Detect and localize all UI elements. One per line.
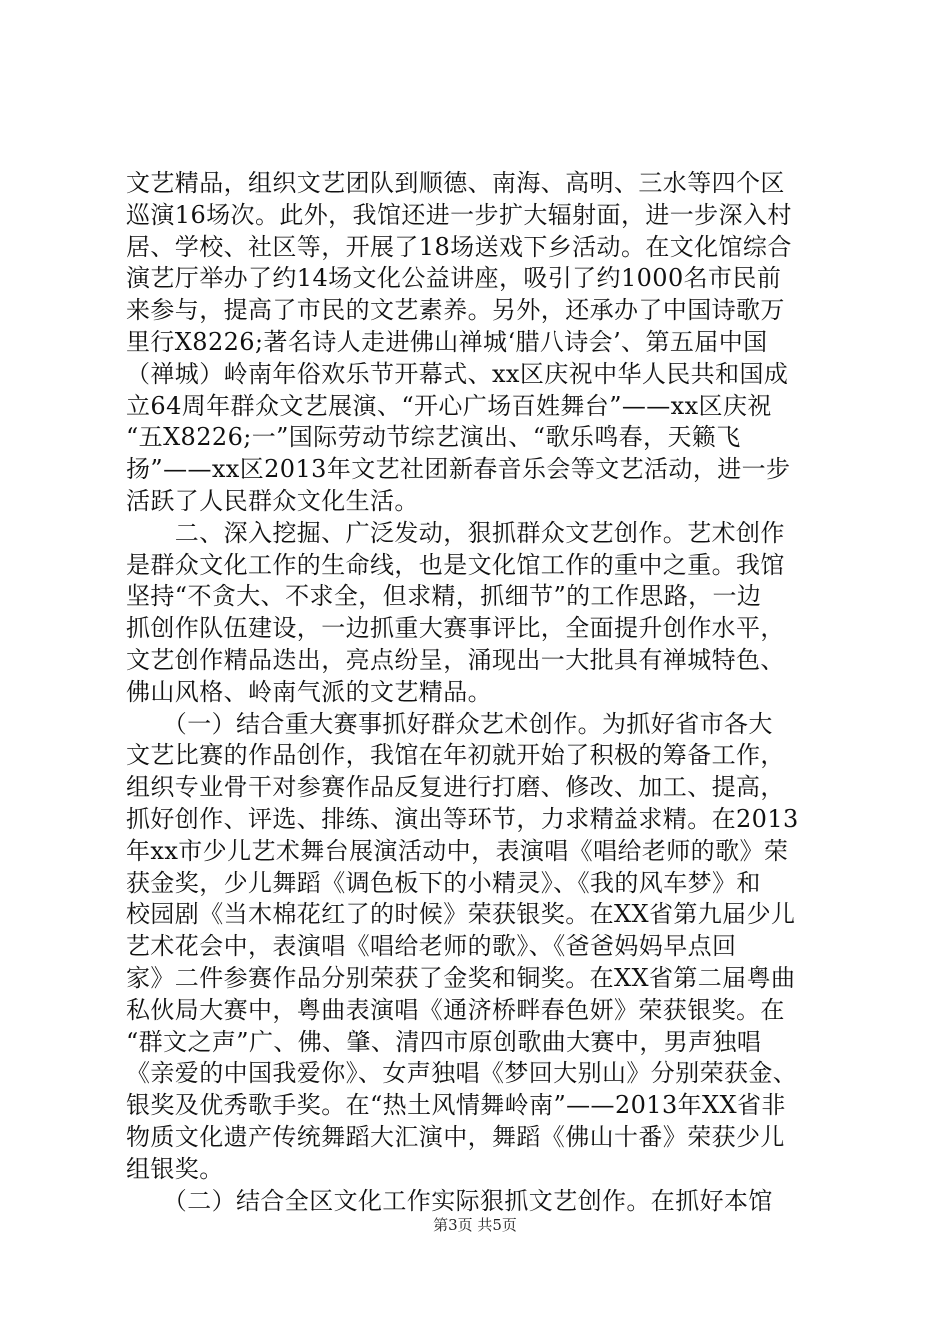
text-line: 家》二件参赛作品分别荣获了金奖和铜奖。在XX省第二届粤曲 bbox=[126, 963, 796, 992]
text-line: （一）结合重大赛事抓好群众艺术创作。为抓好省市各大 bbox=[126, 709, 773, 738]
text-line: 《亲爱的中国我爱你》、女声独唱《梦回大别山》分别荣获金、 bbox=[126, 1059, 798, 1088]
body-text bbox=[126, 168, 826, 1217]
text-line: 组银奖。 bbox=[126, 1154, 224, 1183]
text-line: 里行X8226;著名诗人走进佛山禅城‘腊八诗会’、第五届中国 bbox=[126, 327, 768, 356]
text-line: 活跃了人民群众文化生活。 bbox=[126, 486, 419, 515]
text-line: 演艺厅举办了约14场文化公益讲座，吸引了约1000名市民前 bbox=[126, 264, 782, 293]
text-line: 来参与，提高了市民的文艺素养。另外，还承办了中国诗歌万 bbox=[126, 296, 785, 325]
text-line: 抓创作队伍建设，一边抓重大赛事评比，全面提升创作水平， bbox=[126, 614, 785, 643]
text-line: 文艺比赛的作品创作，我馆在年初就开始了积极的筹备工作， bbox=[126, 741, 785, 770]
text-line: 抓好创作、评选、排练、演出等环节，力求精益求精。在2013 bbox=[126, 804, 799, 833]
text-line: （禅城）岭南年俗欢乐节开幕式、xx区庆祝中华人民共和国成 bbox=[126, 359, 789, 388]
text-line: 扬”——xx区2013年文艺社团新春音乐会等文艺活动，进一步 bbox=[126, 455, 791, 484]
text-line: 组织专业骨干对参赛作品反复进行打磨、修改、加工、提高， bbox=[126, 773, 785, 802]
text-line: 居、学校、社区等，开展了18场送戏下乡活动。在文化馆综合 bbox=[126, 232, 792, 261]
text-line: 艺术花会中，表演唱《唱给老师的歌》、《爸爸妈妈早点回 bbox=[126, 932, 737, 961]
text-line: 文艺精品，组织文艺团队到顺德、南海、高明、三水等四个区 bbox=[126, 169, 785, 197]
text-line: 文艺创作精品迭出，亮点纷呈，涌现出一大批具有禅城特色、 bbox=[126, 645, 785, 674]
page-number-footer: 第3页 共5页 bbox=[433, 1216, 517, 1234]
text-line: 立64周年群众文艺展演、“开心广场百姓舞台”——xx区庆祝 bbox=[126, 391, 772, 420]
text-line: 校园剧《当木棉花红了的时候》荣获银奖。在XX省第九届少儿 bbox=[126, 900, 796, 929]
text-line: 年xx市少儿艺术舞台展演活动中，表演唱《唱给老师的歌》荣 bbox=[126, 836, 789, 865]
text-line: 获金奖，少儿舞蹈《调色板下的小精灵》、《我的风车梦》和 bbox=[126, 868, 761, 897]
text-line: 二、深入挖掘、广泛发动，狠抓群众文艺创作。艺术创作 bbox=[126, 518, 785, 547]
text-line: “五X8226;一”国际劳动节综艺演出、“歌乐鸣春，天籁飞 bbox=[126, 423, 741, 452]
text-line: 佛山风格、岭南气派的文艺精品。 bbox=[126, 677, 492, 706]
text-line: 坚持“不贪大、不求全，但求精，抓细节”的工作思路，一边 bbox=[126, 582, 762, 611]
text-line: 私伙局大赛中，粤曲表演唱《通济桥畔春色妍》荣获银奖。在 bbox=[126, 995, 785, 1024]
text-line: 物质文化遗产传统舞蹈大汇演中，舞蹈《佛山十番》荣获少儿 bbox=[126, 1122, 785, 1151]
text-line: 巡演16场次。此外，我馆还进一步扩大辐射面，进一步深入村 bbox=[126, 200, 792, 229]
text-line: 是群众文化工作的生命线，也是文化馆工作的重中之重。我馆 bbox=[126, 550, 785, 579]
text-line: 银奖及优秀歌手奖。在“热土风情舞岭南”——2013年XX省非 bbox=[126, 1091, 786, 1120]
text-line: “群文之声”广、佛、肇、清四市原创歌曲大赛中，男声独唱 bbox=[126, 1027, 762, 1056]
text-line: （二）结合全区文化工作实际狠抓文艺创作。在抓好本馆 bbox=[126, 1186, 773, 1215]
